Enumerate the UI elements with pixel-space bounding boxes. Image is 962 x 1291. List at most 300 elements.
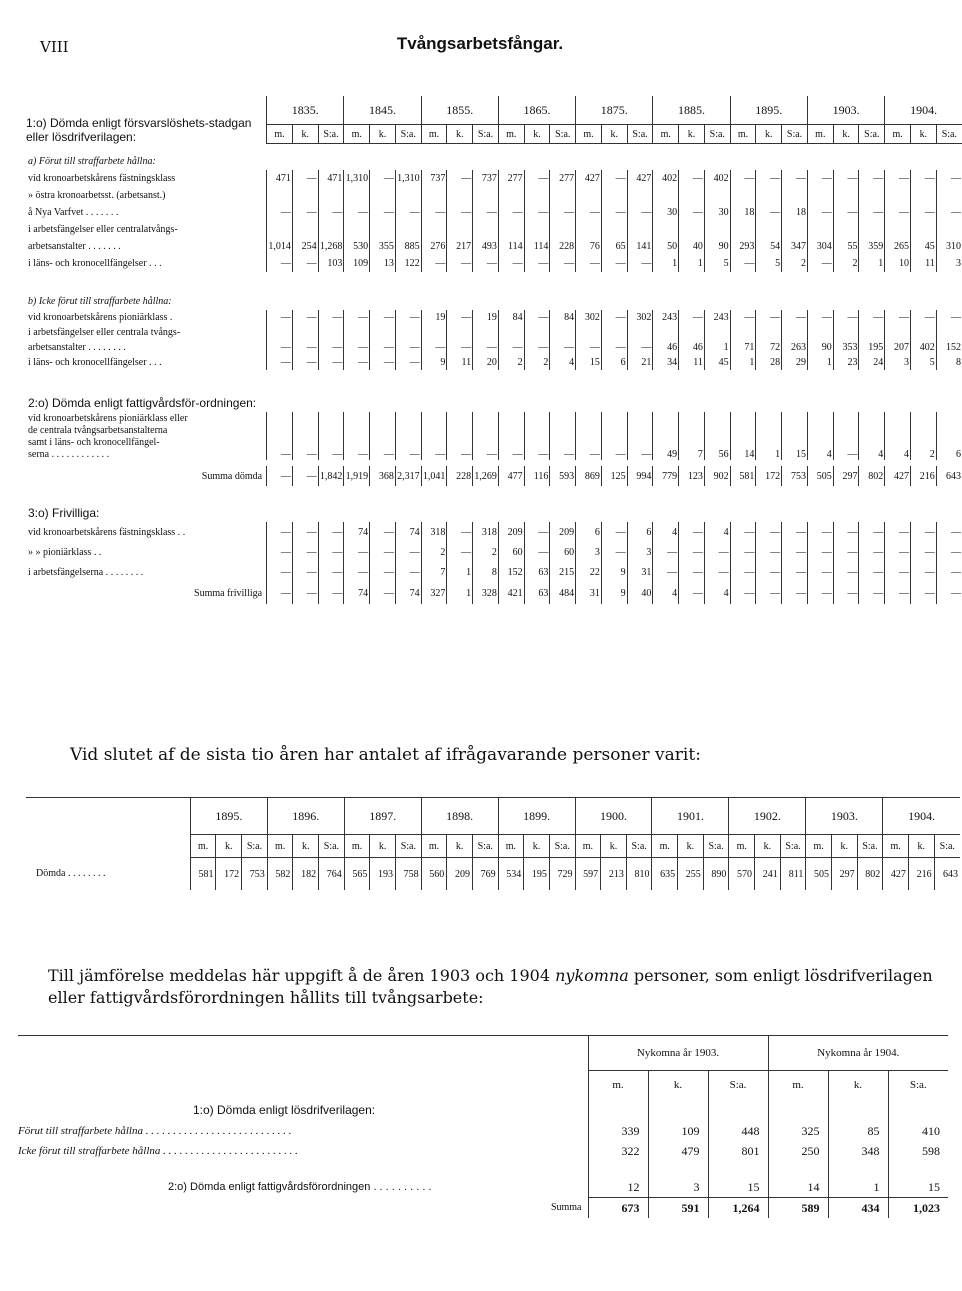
data-cell: 4: [653, 522, 679, 542]
data-cell: 471: [267, 170, 293, 187]
data-cell: 1,269: [473, 466, 499, 486]
data-cell: 74: [344, 522, 370, 542]
data-cell: —: [807, 582, 833, 604]
decade-year-header: 1903.: [806, 798, 883, 835]
data-cell: —: [885, 582, 911, 604]
subcolumn-header: S:a.: [396, 835, 422, 858]
table-row: [26, 355, 962, 370]
data-cell: 3: [576, 542, 602, 562]
para-before: Till jämförelse meddelas här uppgift å de åren 1903 och 1904: [48, 966, 556, 985]
data-cell: —: [910, 170, 936, 187]
data-cell: 263: [782, 340, 808, 355]
data-cell: 994: [627, 466, 653, 486]
data-cell: [447, 325, 473, 340]
row-label: arbetsanstalter . . . . . . . .: [28, 342, 126, 353]
data-cell: 2: [421, 542, 447, 562]
subcolumn-header: S:a.: [780, 835, 806, 858]
subcolumn-header: k.: [292, 125, 318, 144]
data-cell: [576, 424, 602, 436]
data-cell: [601, 424, 627, 436]
data-cell: —: [601, 542, 627, 562]
data-cell: [292, 424, 318, 436]
data-cell: 172: [756, 466, 782, 486]
row-label: 2:o) Dömda enligt fattigvårdsförordningen . . . . . . . . . .: [168, 1181, 432, 1194]
data-cell: 1: [828, 1177, 888, 1198]
data-cell: 7: [679, 448, 705, 460]
data-cell: 103: [318, 255, 344, 272]
table-row: [26, 466, 962, 486]
data-cell: —: [267, 255, 293, 272]
data-cell: —: [627, 255, 653, 272]
table-row: [26, 340, 962, 355]
data-cell: —: [653, 562, 679, 582]
data-cell: [756, 221, 782, 238]
data-cell: 24: [859, 355, 885, 370]
data-cell: —: [498, 204, 524, 221]
data-cell: —: [421, 448, 447, 460]
table-row: [26, 412, 962, 424]
data-cell: 1: [447, 562, 473, 582]
data-cell: [292, 436, 318, 448]
data-cell: 228: [447, 466, 473, 486]
data-cell: —: [756, 562, 782, 582]
year-header: 1875.: [576, 96, 653, 125]
subcolumn-header: S:a.: [859, 125, 885, 144]
data-cell: 4: [704, 582, 730, 604]
data-cell: —: [421, 340, 447, 355]
data-cell: 1: [704, 340, 730, 355]
data-cell: —: [524, 448, 550, 460]
data-cell: 1,310: [344, 170, 370, 187]
data-cell: —: [601, 170, 627, 187]
data-cell: [807, 412, 833, 424]
year-header: 1835.: [267, 96, 344, 125]
data-cell: —: [292, 522, 318, 542]
data-cell: [807, 187, 833, 204]
data-cell: [576, 221, 602, 238]
group-header: Nykomna år 1904.: [768, 1036, 948, 1071]
data-cell: 14: [730, 448, 756, 460]
subcolumn-header: m.: [421, 835, 447, 858]
data-cell: —: [859, 542, 885, 562]
data-cell: [601, 187, 627, 204]
data-cell: [318, 424, 344, 436]
data-cell: [318, 187, 344, 204]
data-cell: 1: [730, 355, 756, 370]
data-cell: 1,919: [344, 466, 370, 486]
empty-cell: [708, 1099, 768, 1121]
main-statistics-table: [26, 96, 962, 604]
subcolumn-header: S:a.: [242, 835, 268, 858]
table-row: [26, 221, 962, 238]
data-cell: —: [344, 448, 370, 460]
data-cell: 5: [910, 355, 936, 370]
data-cell: —: [370, 448, 396, 460]
data-cell: 90: [704, 238, 730, 255]
data-cell: 484: [550, 582, 576, 604]
data-cell: 2,317: [395, 466, 421, 486]
data-cell: 11: [447, 355, 473, 370]
data-cell: —: [756, 170, 782, 187]
data-cell: 40: [679, 238, 705, 255]
data-cell: [498, 436, 524, 448]
data-cell: —: [292, 466, 318, 486]
year-header: 1845.: [344, 96, 421, 125]
data-cell: 3: [936, 255, 962, 272]
subcolumn-header: S:a.: [704, 125, 730, 144]
data-cell: —: [679, 310, 705, 325]
comparison-paragraph: [48, 965, 943, 1009]
data-cell: [782, 325, 808, 340]
data-cell: 254: [292, 238, 318, 255]
data-cell: 339: [588, 1121, 648, 1141]
data-cell: 8: [936, 355, 962, 370]
data-cell: [344, 187, 370, 204]
data-cell: 141: [627, 238, 653, 255]
data-cell: [550, 187, 576, 204]
data-cell: 56: [704, 448, 730, 460]
data-cell: [498, 424, 524, 436]
data-cell: —: [756, 204, 782, 221]
data-cell: —: [370, 204, 396, 221]
data-cell: —: [318, 582, 344, 604]
data-cell: [756, 436, 782, 448]
data-cell: —: [601, 204, 627, 221]
data-cell: 152: [936, 340, 962, 355]
data-cell: —: [267, 448, 293, 460]
data-cell: 45: [704, 355, 730, 370]
data-cell: 40: [627, 582, 653, 604]
para-after: personer, som enligt lösdrifverilagen eller fattigvårdsförordningen hållits till tvångsarbete:: [48, 966, 933, 1007]
table-row: [26, 255, 962, 272]
data-cell: [344, 325, 370, 340]
data-cell: [550, 424, 576, 436]
data-cell: 322: [588, 1141, 648, 1161]
data-cell: [704, 412, 730, 424]
subcolumn-header: S:a.: [318, 125, 344, 144]
data-cell: —: [601, 522, 627, 542]
row-label: i arbetsfängelserna . . . . . . . .: [28, 566, 144, 578]
data-cell: —: [782, 562, 808, 582]
data-cell: 46: [653, 340, 679, 355]
data-cell: —: [730, 582, 756, 604]
subcolumn-header: k.: [679, 125, 705, 144]
row-label: Dömda . . . . . . . .: [36, 868, 106, 880]
data-cell: [782, 412, 808, 424]
data-cell: 753: [782, 466, 808, 486]
data-cell: [576, 412, 602, 424]
data-cell: —: [524, 255, 550, 272]
data-cell: —: [627, 448, 653, 460]
data-cell: [833, 325, 859, 340]
column-header: m.: [588, 1071, 648, 1100]
spacer-row: [26, 272, 962, 292]
data-cell: —: [807, 310, 833, 325]
row-label: vid kronoarbetskårens fästningsklass . .: [28, 526, 186, 538]
subcolumn-header: k.: [216, 835, 242, 858]
decade-year-header: 1900.: [575, 798, 652, 835]
data-cell: [318, 412, 344, 424]
row-label: arbetsanstalter . . . . . . .: [28, 241, 121, 252]
data-cell: 355: [370, 238, 396, 255]
data-cell: —: [292, 355, 318, 370]
column-header-row: [18, 1071, 948, 1100]
data-cell: [653, 221, 679, 238]
blank-header: [18, 1036, 588, 1071]
data-cell: —: [936, 522, 962, 542]
data-cell: —: [885, 170, 911, 187]
data-cell: [730, 424, 756, 436]
data-cell: [318, 436, 344, 448]
data-cell: 4: [807, 448, 833, 460]
data-cell: [395, 221, 421, 238]
empty-cell: [828, 1161, 888, 1177]
data-cell: —: [344, 204, 370, 221]
empty-cell: [768, 1099, 828, 1121]
data-cell: [704, 221, 730, 238]
data-cell: 1: [447, 582, 473, 604]
data-cell: 4: [550, 355, 576, 370]
data-cell: [679, 436, 705, 448]
data-cell: —: [344, 542, 370, 562]
data-cell: —: [885, 562, 911, 582]
data-cell: —: [550, 204, 576, 221]
data-cell: [679, 412, 705, 424]
data-cell: —: [292, 310, 318, 325]
data-cell: 2: [833, 255, 859, 272]
data-cell: [885, 424, 911, 436]
data-cell: [576, 325, 602, 340]
data-cell: [756, 424, 782, 436]
decade-year-row: [26, 798, 960, 835]
subcolumn-header: k.: [524, 125, 550, 144]
data-cell: 172: [216, 858, 242, 891]
data-cell: [344, 424, 370, 436]
data-cell: —: [524, 340, 550, 355]
data-cell: —: [292, 255, 318, 272]
data-cell: 729: [549, 858, 575, 891]
row-label: Icke förut till straffarbete hållna . . . . . . . . . . . . . . . . . . . . . . . . .: [18, 1145, 298, 1157]
data-cell: —: [344, 355, 370, 370]
subcolumn-header: S:a.: [319, 835, 345, 858]
data-cell: —: [782, 170, 808, 187]
data-cell: [936, 436, 962, 448]
data-cell: —: [267, 466, 293, 486]
data-cell: —: [833, 522, 859, 542]
data-cell: [704, 424, 730, 436]
table-row: [26, 325, 962, 340]
data-cell: 109: [648, 1121, 708, 1141]
data-cell: —: [910, 310, 936, 325]
data-cell: 228: [550, 238, 576, 255]
subcolumn-header: m.: [729, 835, 755, 858]
data-cell: [421, 424, 447, 436]
data-cell: [395, 325, 421, 340]
table-row: [26, 858, 960, 891]
data-cell: 3: [627, 542, 653, 562]
data-cell: 764: [319, 858, 345, 891]
data-cell: 195: [859, 340, 885, 355]
data-cell: 217: [447, 238, 473, 255]
data-cell: 207: [885, 340, 911, 355]
data-cell: —: [936, 310, 962, 325]
data-cell: 243: [704, 310, 730, 325]
data-cell: 182: [293, 858, 319, 891]
data-cell: 353: [833, 340, 859, 355]
year-header: 1895.: [730, 96, 807, 125]
data-cell: —: [395, 310, 421, 325]
subcolumn-header: k.: [370, 835, 396, 858]
data-cell: 302: [576, 310, 602, 325]
summary-sentence: Vid slutet af de sista tio åren har antalet af ifrågavarande personer varit:: [70, 745, 701, 765]
data-cell: —: [910, 562, 936, 582]
data-cell: —: [550, 448, 576, 460]
data-cell: 534: [498, 858, 524, 891]
data-cell: 427: [576, 170, 602, 187]
data-cell: 31: [627, 562, 653, 582]
subcolumn-header: k.: [908, 835, 934, 858]
data-cell: 1,023: [888, 1198, 948, 1219]
data-cell: [730, 187, 756, 204]
spacer-row: [26, 144, 962, 153]
data-cell: [807, 424, 833, 436]
table-row: [26, 170, 962, 187]
subcolumn-header: S:a.: [395, 125, 421, 144]
data-cell: 477: [498, 466, 524, 486]
data-cell: —: [601, 448, 627, 460]
data-cell: 84: [550, 310, 576, 325]
data-cell: [833, 424, 859, 436]
data-cell: —: [807, 562, 833, 582]
data-cell: 71: [730, 340, 756, 355]
data-cell: 421: [498, 582, 524, 604]
data-cell: —: [524, 170, 550, 187]
data-cell: —: [730, 562, 756, 582]
subcolumn-header: m.: [885, 125, 911, 144]
table-row: [18, 1177, 948, 1198]
data-cell: 34: [653, 355, 679, 370]
year-header-row: [26, 96, 962, 125]
data-cell: —: [370, 355, 396, 370]
data-cell: 1,264: [708, 1198, 768, 1219]
empty-cell: [648, 1099, 708, 1121]
data-cell: 493: [473, 238, 499, 255]
data-cell: 318: [473, 522, 499, 542]
data-cell: [370, 436, 396, 448]
data-cell: [833, 436, 859, 448]
data-cell: —: [267, 340, 293, 355]
data-cell: 1,310: [395, 170, 421, 187]
data-cell: 10: [885, 255, 911, 272]
data-cell: 327: [421, 582, 447, 604]
data-cell: —: [756, 582, 782, 604]
data-cell: 427: [885, 466, 911, 486]
data-cell: [421, 325, 447, 340]
data-cell: —: [704, 562, 730, 582]
data-cell: [601, 221, 627, 238]
data-cell: 427: [883, 858, 909, 891]
data-cell: —: [524, 204, 550, 221]
data-cell: 890: [703, 858, 729, 891]
data-cell: [370, 424, 396, 436]
data-cell: [653, 424, 679, 436]
data-cell: [885, 221, 911, 238]
data-cell: —: [395, 448, 421, 460]
row-label: å Nya Varfvet . . . . . . .: [28, 207, 119, 218]
row-label: vid kronoarbetskårens fästningsklass: [28, 173, 176, 184]
data-cell: 277: [498, 170, 524, 187]
data-cell: 265: [885, 238, 911, 255]
subcolumn-header: m.: [344, 835, 370, 858]
data-cell: 348: [828, 1141, 888, 1161]
data-cell: —: [318, 448, 344, 460]
data-cell: —: [833, 170, 859, 187]
data-cell: 63: [524, 582, 550, 604]
data-cell: [395, 436, 421, 448]
data-cell: —: [910, 522, 936, 542]
subcolumn-header: k.: [601, 835, 627, 858]
data-cell: —: [473, 255, 499, 272]
data-cell: 581: [190, 858, 216, 891]
data-cell: —: [447, 204, 473, 221]
data-cell: 1: [859, 255, 885, 272]
data-cell: —: [679, 582, 705, 604]
subcolumn-header: k.: [755, 835, 781, 858]
data-cell: —: [679, 204, 705, 221]
subcolumn-header: m.: [883, 835, 909, 858]
data-cell: —: [267, 355, 293, 370]
table-row: [18, 1121, 948, 1141]
data-cell: [627, 325, 653, 340]
data-cell: 1,268: [318, 238, 344, 255]
data-cell: —: [730, 170, 756, 187]
column-header: S:a.: [708, 1071, 768, 1100]
data-cell: 2: [910, 448, 936, 460]
data-cell: [395, 412, 421, 424]
data-cell: —: [885, 204, 911, 221]
data-cell: —: [344, 310, 370, 325]
data-cell: —: [910, 582, 936, 604]
data-cell: —: [395, 204, 421, 221]
data-cell: [679, 325, 705, 340]
data-cell: [653, 325, 679, 340]
data-cell: [679, 221, 705, 238]
data-cell: 4: [859, 448, 885, 460]
section3-title: 3:o) Frivilliga:: [28, 506, 100, 520]
subcolumn-header: m.: [190, 835, 216, 858]
data-cell: [601, 436, 627, 448]
subcolumn-header: k.: [833, 125, 859, 144]
data-cell: —: [267, 582, 293, 604]
subcolumn-header: S:a.: [782, 125, 808, 144]
data-cell: [782, 424, 808, 436]
subsection-b-title-row: [26, 292, 962, 310]
data-cell: —: [267, 522, 293, 542]
data-cell: [859, 221, 885, 238]
data-cell: [627, 436, 653, 448]
data-cell: —: [601, 255, 627, 272]
data-cell: [550, 436, 576, 448]
data-cell: [833, 187, 859, 204]
empty-cell: [588, 1099, 648, 1121]
row-label: de centrala tvångsarbetsanstalterna: [28, 424, 168, 436]
group-header-row: [18, 1036, 948, 1071]
subcolumn-header: S:a.: [934, 835, 960, 858]
data-cell: 304: [807, 238, 833, 255]
data-cell: 60: [498, 542, 524, 562]
data-cell: [859, 436, 885, 448]
data-cell: —: [807, 522, 833, 542]
